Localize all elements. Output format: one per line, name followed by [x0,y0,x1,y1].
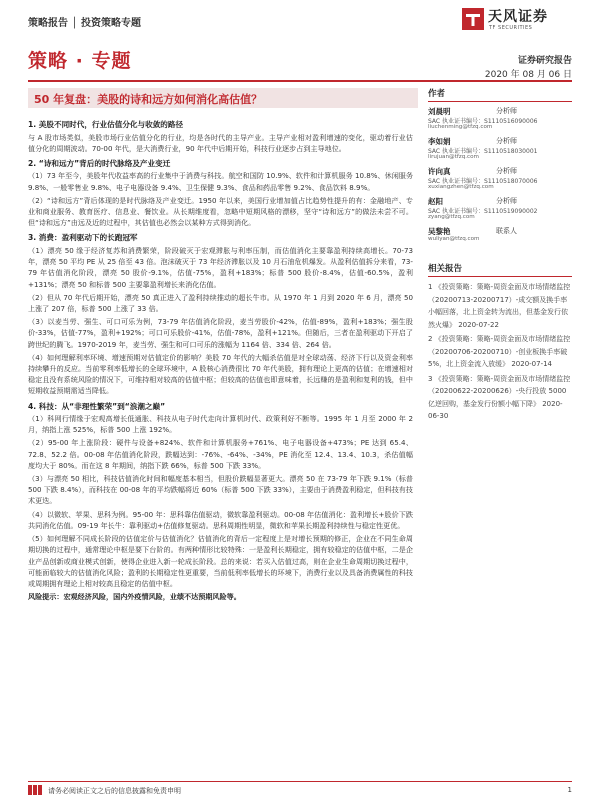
disclaimer-icon [28,785,42,795]
related-report-link[interactable]: 1 《投资策略：策略-周资金面及市场情绪监控（20200713-20200717）-成交额及换手率小幅回落，北上资金转为流出，但基金发行依然火爆》 2020-07-22 [428,283,571,329]
author-card [428,226,572,245]
author-role: 联系人 [496,227,517,235]
report-type: 证券研究报告 [517,56,572,66]
author-name: 吴黎艳 [428,227,451,236]
logo-text-cn: 天风证券 [488,9,548,25]
body-paragraph: （5）如何理解不同成长阶段的估值定价与估值消化？估值消化的背后一定程度上是对增长预期的修正，企业在不同生命周期切换的过程中，通常理论中枢是要下台阶的。有两种情形比较特殊：一是盈利长期稳定，拥有较稳定的估值中枢，二是企业产品创新或商业模式创新，使得企业进入新一轮成长阶段。总的来说：若买入估值过高，则在企业生命周期切换过程中，可能面临较大的估值消化风险；盈利的长期稳定性更重要，当前低利率低增长的环境下，消费行业以及具备消费属性的科技或周期拥有理论上相对较高且稳定的估值中枢。 [28,534,413,588]
author-role: 分析师 [496,137,517,145]
logo-text-en: TF SECURITIES [489,25,533,31]
author-email[interactable]: lirujuan@tfzq.com [428,154,479,160]
page-header [28,10,572,34]
title-divider [28,80,572,82]
body-paragraph: （1）科网行情缘于宏观高增长低通胀、科技从电子时代走向计算机时代、政策利好不断等。1995 年 1 月至 2000 年 2 月，纳指上涨 525%，标普 500 上涨 192%。 [28,414,413,435]
body-paragraph: （4）以微软、苹果、思科为例。95-00 年：思科靠估值驱动，微软靠盈利驱动。00-08 年估值消化：盈利增长+股价下跌共同消化估值。09-19 年长牛：靠利驱动+估值修复驱动。思科周期性明显，微软和苹果长期盈利持续性与稳定性更优。 [28,509,413,530]
body-paragraph: （2）“诗和远方”背后体现的是时代脉络及产业变迁。1950 年以来，美国行业增加值占比趋势性提升的有：金融地产、专业和商业服务、教育医疗、信息业、餐饮业。从长期维度看，忽略中短期风格的漂移，坚守“诗和远方”的做法未尝不可。但“诗和远方”由远及近的过程中，其估值也必然会以某种方式得到消化。 [28,195,413,228]
author-card [428,196,572,223]
author-role: 分析师 [496,167,517,175]
author-name: 许向真 [428,167,451,176]
logo-mark-icon [462,8,484,30]
author-role: 分析师 [496,107,517,115]
footer-disclaimer: 请务必阅读正文之后的信息披露和免责申明 [48,787,181,795]
related-report-link[interactable]: 2 《投资策略：策略-周资金面及市场情绪监控（20200706-20200710）-创业板换手率破 5%，北上资金流入放缓》 2020-07-14 [428,335,571,368]
author-card [428,166,572,193]
author-email[interactable]: zyang@tfzq.com [428,214,475,220]
body-paragraph: （3）以麦当劳、强生、可口可乐为例，73-79 年估值消化阶段，麦当劳股价-42%，估值-89%，盈利+183%；强生股价-33%，估值-77%，盈利+192%；可口可乐股价-41%，估值-78%，盈利+121%。但随后，三者在盈利驱动下开启了跨世纪的腾飞。1970-2019 年，麦当劳、强生和可口可乐的涨幅为 1164 倍、334 倍、264 倍。 [28,317,413,349]
body-paragraph: （1）73 年至今，美股年代收益率高的行业集中于消费与科技。航空和国防 10.9%、软件和计算机服务 10.8%、休闲服务 9.8%、一般零售业 9.8%、电子电器设备 9.4%、卫生保健 9.3%、食品和药品零售 9.2%、食品饮料 8.9%。 [28,171,413,192]
body-paragraph: （4）如何理解利率环境、增速预期对估值定价的影响？美股 70 年代的大幅杀估值是对全球动荡、经济下行以及资金利率持续攀升的反应。当前零利率低增长的全球环境中，A 股核心消费很比 70 年代美股，拥有理论上更高的估值；在增速相对稳定且没有系统风险的情况下，可维持相对较高的估值中枢；但较高的估值也即意味着，长远赚的是盈利和复利的钱，但中短期收益预期需适当降低。 [28,352,413,396]
author-sac: SAC 执业证书编号：S1110518070006 [428,178,538,185]
body-paragraph: 与 A 股市场类似，美股市场行业估值分化的行业，均是各时代的主导产业。主导产业相对盈利增速的变化，驱动着行业估值分化的周期波动。70-00 年代，是大消费行业，90 年代中后期开始，科技行业逐步占到主导地位。 [28,132,413,153]
author-sac: SAC 执业证书编号：S1110519090002 [428,208,538,215]
related-reports-heading: 相关报告 [428,259,572,277]
author-email[interactable]: xuxiangzhen@tfzq.com [428,184,494,190]
author-role: 分析师 [496,197,517,205]
report-category: 策略报告 │ 投资策略专题 [28,18,141,29]
main-content [28,115,413,604]
body-paragraph: （1）漂亮 50 缘于经济复苏和消费繁荣，阶段破灭于宏观滞胀与利率压制，而估值消化主要靠盈利持续高增长。70-73 年，漂亮 50 平均 PE 从 25 倍至 43 倍。泡沫破灭于 73 年经济滞胀以及 10 月石油危机爆发。从盈利估值拆分来看，73-79 年估值消化阶段，漂亮 50 股价-9.1%，估值-75%，盈利+183%；标普 500 股价-8.4%，估值-60.5%，盈利+131%；漂亮 50 和标普 500 主要靠盈利增长来消化估值。 [28,245,413,289]
author-card [428,106,572,133]
report-date: 2020 年 08 月 06 日 [484,70,572,80]
body-paragraph: （2）但从 70 年代后期开始，漂亮 50 真正进入了盈利持续推动的超长牛市。从 1970 年 1 月到 2020 年 6 月，漂亮 50 上涨了 207 倍，标普 500 上涨了 33 倍。 [28,292,413,313]
risk-warning: 风险提示：宏观经济风险，国内外疫情风险，业绩不达预期风险等。 [28,592,241,602]
author-name: 赵阳 [428,197,443,206]
body-paragraph: （3）与漂亮 50 相比，科技估值消化时间和幅度基本相当，但股价跌幅显著更大。漂亮 50 在 73-79 年下跌 9.1%（标普 500 下跌 8.4%），而科技在 00-08 年的平均跌幅将近 60%（标普 500 下跌 33%），主要由于消费盈利稳定，但科技有技术更迭。 [28,474,413,506]
sidebar [428,84,572,425]
page-title: 策略 · 专题 [28,50,132,72]
authors-heading: 作者 [428,84,572,102]
author-email[interactable]: wuliyan@tfzq.com [428,236,480,242]
author-sac: SAC 执业证书编号：S1110516090006 [428,118,538,125]
page-number: 1 [567,786,572,794]
section-heading: 3. 消费：盈利驱动下的长跑冠军 [28,233,138,243]
body-paragraph: （2）95-00 年上涨阶段：硬件与设备+824%、软件和计算机服务+761%、电子电器设备+473%；PE 达到 65.4、72.8、52.2 倍。00-08 年估值消化阶段，跌幅达到：-76%、-64%、-34%，PE 消化至 12.4、13.4、10.3，杀估值幅度均大于 80%。而在这 8 年期间，纳指下跌 66%，标普 500 下跌 33%。 [28,438,413,470]
author-name: 刘晨明 [428,107,451,116]
author-name: 李如娟 [428,137,451,146]
subtitle-banner [28,88,418,108]
author-card [428,136,572,163]
company-logo [462,6,572,36]
section-heading: 4. 科技：从“非理性繁荣”到“浪潮之巅” [28,401,166,411]
section-heading: 2. “诗和远方”背后的时代脉络及产业变迁 [28,158,171,168]
author-sac: SAC 执业证书编号：S1110518030001 [428,148,538,155]
footer-divider [28,781,572,782]
related-report-link[interactable]: 3 《投资策略：策略-周资金面及市场情绪监控（20200622-20200626）-央行投放 5000 亿逆回购，基金发行份额小幅下降》 2020-06-30 [428,374,571,420]
report-subtitle: 50 年复盘：美股的诗和远方如何消化高估值？ [34,93,263,106]
section-heading: 1. 美股不同时代，行业估值分化与收敛的路径 [28,120,184,129]
author-email[interactable]: liuchenming@tfzq.com [428,124,493,130]
